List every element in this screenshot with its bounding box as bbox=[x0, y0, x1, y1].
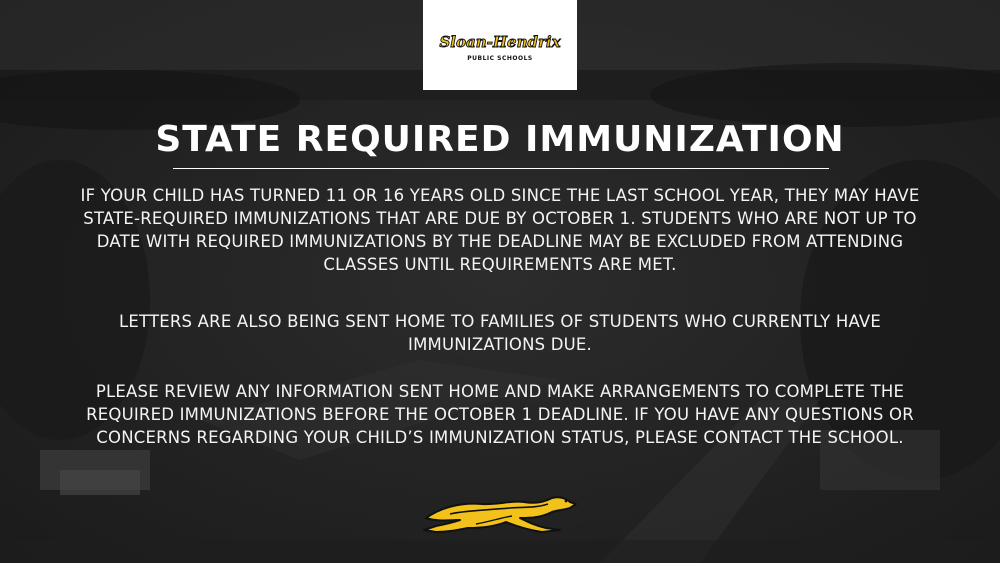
logo-subtitle: PUBLIC SCHOOLS bbox=[467, 55, 533, 62]
notice-paragraph-3: PLEASE REVIEW ANY INFORMATION SENT HOME AND MAKE ARRANGEMENTS TO COMPLETE THE REQUIRED IMMUNIZATIONS BEFORE THE OCTOBER 1 DEADLINE. IF YOU HAVE ANY QUESTIONS OR CONCERNS REGARDING YOUR CHILD’S IMMUNIZATION STATUS, PLEASE CONTACT THE SCHOOL. bbox=[86, 382, 914, 447]
logo-wordmark: Sloan-Hendrix bbox=[439, 33, 561, 51]
notice-title: STATE REQUIRED IMMUNIZATION bbox=[155, 119, 845, 160]
greyhound-icon bbox=[420, 488, 580, 536]
notice-paragraph-1: IF YOUR CHILD HAS TURNED 11 OR 16 YEARS OLD SINCE THE LAST SCHOOL YEAR, THEY MAY HAVE STATE-REQUIRED IMMUNIZATIONS THAT ARE DUE BY OCTOBER 1. STUDENTS WHO ARE NOT UP TO DATE WITH REQUIRED IMMUNIZATIONS BY THE DEADLINE MAY BE EXCLUDED FROM ATTENDING CLASSES UNTIL REQUIREMENTS ARE MET. bbox=[80, 186, 920, 274]
notice-paragraph-2: LETTERS ARE ALSO BEING SENT HOME TO FAMILIES OF STUDENTS WHO CURRENTLY HAVE IMMUNIZATIONS DUE. bbox=[118, 312, 882, 354]
district-logo-panel bbox=[423, 0, 577, 90]
sloan-hendrix-logo bbox=[423, 0, 577, 90]
title-divider bbox=[173, 168, 829, 169]
